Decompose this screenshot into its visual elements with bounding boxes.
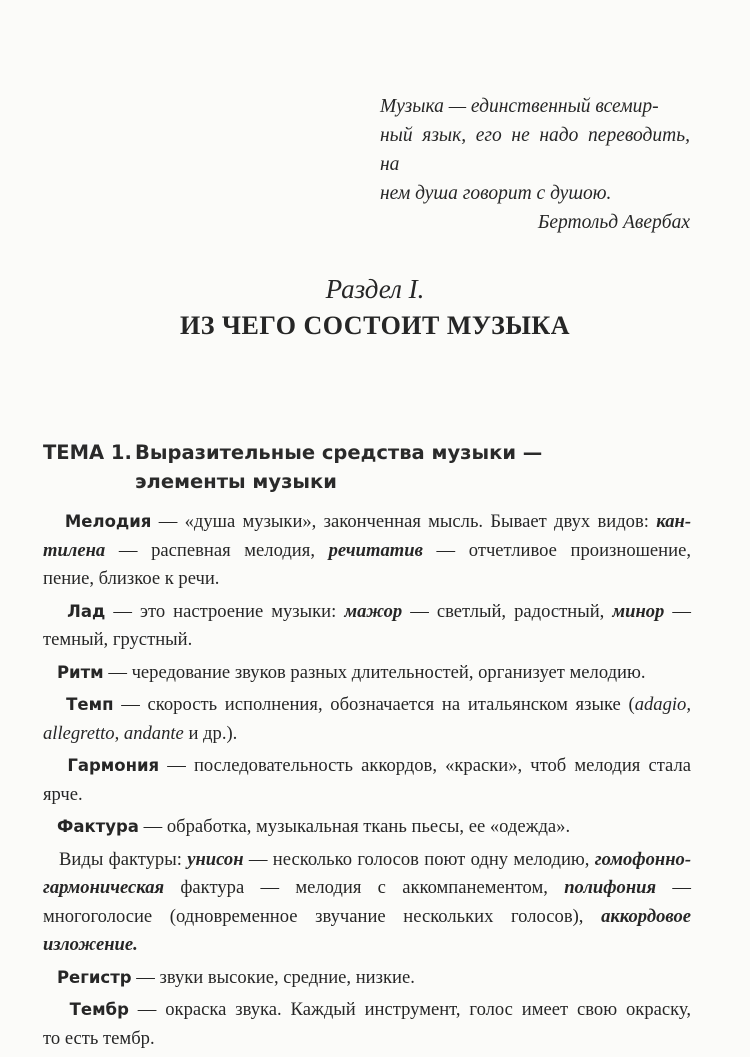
text-line [43,964,691,993]
text-line: то есть тембр. [43,1027,155,1049]
text-line: пение, близкое к речи. [43,568,220,589]
epigraph-line-3: нем душа говорит с душою. [380,183,612,204]
text-run: и др.). [183,722,238,744]
paragraph-texture-types [43,846,691,960]
term-adagio: adagio, [634,694,691,715]
text-line [43,903,691,932]
text-line [43,720,691,749]
term-mode: Лад [67,601,106,621]
text-line [43,752,691,809]
text-line: темный, грустный. [43,629,193,650]
text-line [43,537,691,566]
text-run: — звуки высокие, средние, низкие. [131,966,415,988]
term-tempo: Темп [66,695,114,714]
term-rhythm: Ритм [56,662,104,682]
paragraph-register [43,964,691,993]
body-text [43,508,691,1057]
text-run: — скорость исполнения, обозначается на итальянском языке ( [113,694,635,715]
term-exposition: изложение. [43,934,138,955]
term-cantilena-end: тилена [43,539,106,561]
text-run: — [656,877,691,898]
text-run: — это настроение музыки: [105,600,345,622]
text-line [43,874,691,903]
text-run: , [114,722,124,744]
term-register: Регистр [56,967,132,987]
topic-heading [43,438,542,496]
text-run: — последовательность аккордов, «краски», чтоб мелодия стала ярче. [43,755,692,805]
paragraph-mode [43,598,691,655]
paragraph-rhythm [43,659,691,688]
term-major: мажор [344,600,403,622]
term-allegretto: allegretto [43,722,115,744]
term-melody: Мелодия [64,512,152,531]
topic-number: ТЕМА 1. [43,441,132,464]
text-line [43,691,691,720]
topic-title-line-1: Выразительные средства музыки — [135,441,543,464]
term-andante: andante [123,722,184,744]
text-run: многоголосие (одновременное звучание нескольких голосов), [43,905,602,927]
term-unison: унисон [187,848,244,870]
term-timbre: Тембр [69,1000,129,1019]
paragraph-harmony [43,752,691,809]
text-line [43,508,691,537]
term-chordal: аккордовое [601,905,691,927]
text-run: — светлый, радостный, [402,600,613,622]
term-recitative: речитатив [328,539,423,561]
epigraph-author: Бертольд Авербах [537,212,690,233]
section-title: ИЗ ЧЕГО СОСТОИТ МУЗЫКА [179,311,571,340]
text-line [43,659,691,688]
text-run: — распевная мелодия, [105,539,329,561]
paragraph-texture [43,813,691,842]
term-cantilena-part: кан- [656,511,692,532]
epigraph-line-2: ный язык, его не надо переводить, на [380,125,690,175]
text-line [43,996,691,1025]
term-homophonic: гомофонно- [594,848,692,870]
topic-title-line-2: элементы музыки [135,470,337,493]
text-run: — чередование звуков разных длительностей, организует мелодию. [103,661,646,683]
text-run: — несколько голосов поют одну мелодию, [243,848,595,870]
term-harmonic: гармоническая [43,877,165,898]
text-run: — отчетливое произношение, [422,539,691,561]
section-label: Раздел I. [325,274,425,304]
epigraph [380,92,690,237]
term-texture: Фактура [56,817,139,836]
epigraph-line-1: Музыка — единственный всемир- [380,96,659,117]
term-polyphony: полифония [564,877,657,898]
term-harmony: Гармония [67,756,160,775]
text-line [43,846,691,875]
paragraph-timbre [43,996,691,1053]
text-line [43,598,691,627]
text-run: — обработка, музыкальная ткань пьесы, ее «одежда». [138,816,571,837]
paragraph-tempo [43,691,691,748]
text-run: — [664,600,691,622]
text-line [43,813,691,842]
text-run: фактура — мелодия с аккомпанементом, [164,877,565,898]
text-run: — «душа музыки», законченная мысль. Бывает двух видов: [151,511,657,532]
paragraph-melody [43,508,691,594]
text-run: — окраска звука. Каждый инструмент, голос имеет свою окраску, [128,999,691,1020]
text-run: Виды фактуры: [59,848,188,870]
term-minor: минор [612,600,665,622]
